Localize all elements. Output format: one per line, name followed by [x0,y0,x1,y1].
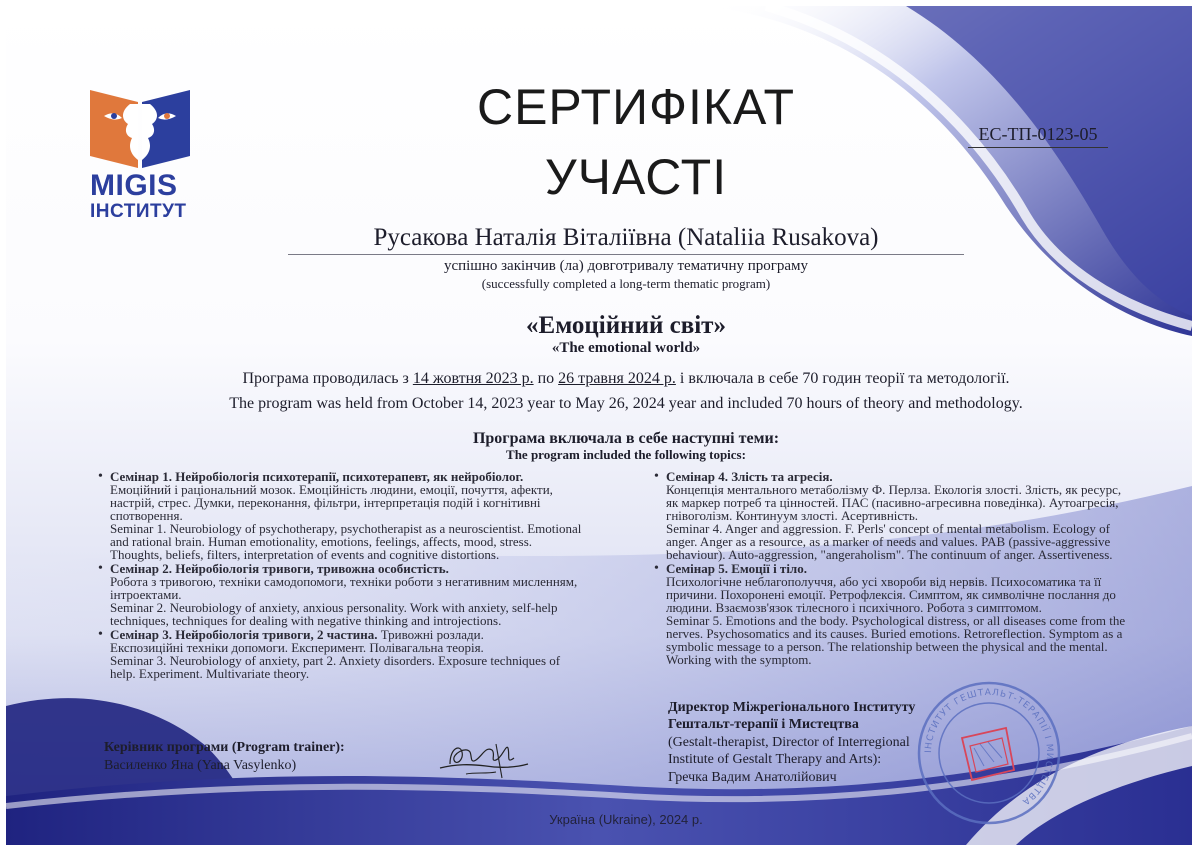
program-dates-en: The program was held from October 14, 2023 year to May 26, 2024 year and included 70 hours of theory and methodology. [229,395,1023,412]
director-title-en-1: (Gestalt-therapist, Director of Interregional [668,735,910,750]
completion-text-en: (successfully completed a long-term thematic program) [481,276,771,291]
seminar-item [654,470,1136,561]
footer-place-year: Україна (Ukraine), 2024 р. [549,812,703,827]
trainer-signature-icon [436,734,532,784]
trainer-name: Василенко Яна (Yana Vasylenko) [104,758,297,773]
topics-heading-ua: Програма включала в себе наступні теми: [472,430,780,447]
director-title-en-2: Institute of Gestalt Therapy and Arts): [668,752,882,767]
svg-text:ІНСТИТУТ ГЕШТАЛЬТ-ТЕРАПІЇ І МИ [924,688,1054,807]
seminar-body-en: Seminar 1. Neurobiology of psychotherapy, psychotherapist as a neuroscientist. Emotional and rational brain. Human emotionality, emotions, feelings, affects, mood, stress. Thoughts, beliefs, filters, interpretation of events and cognitive distortions. [110,521,582,562]
seminar-heading: Семінар 2. Нейробіологія тривоги, тривожна особистість. [110,561,449,576]
seminar-body-en: Seminar 2. Neurobiology of anxiety, anxious personality. Work with anxiety, self-help techniques, techniques for dealing with negative thinking and introjections. [110,600,558,628]
seminars-left-column [98,470,584,681]
seminar-heading: Семінар 5. Емоції і тіло. [666,561,807,576]
dates-prefix: Програма проводилась з [242,370,413,387]
certificate-title [386,72,886,212]
completion-text-ua: успішно закінчив (ла) довготривалу тематичну програму [443,258,809,274]
director-title-ua-2: Гештальт-терапії і Мистецтва [668,717,859,732]
seminar-body-ua: Експозиційні техніки допомоги. Експеримент. Полівагальна теорія. [110,640,484,655]
stamp-text: ІНСТИТУТ ГЕШТАЛЬТ-ТЕРАПІЇ І МИСТЕЦТВА [923,687,1055,807]
dates-suffix: і включала в себе 70 годин теорії та методології. [675,370,1010,387]
dates-start: 14 жовтня 2023 р. [412,370,534,387]
seminars-right-column [654,470,1136,667]
director-title-ua-1: Директор Міжрегіонального Інституту [668,700,916,715]
seminar-body-ua: Концепція ментального метаболізму Ф. Перлза. Екологія злості. Злість, як ресурс, як маркер потреб та цінностей. ПАС (пасивно-агресивна поведінка). Аутоагресія, гнівоголізм. Континуум злості. Асертивність. [666,482,1122,523]
dates-middle: по [533,370,559,387]
seminar-body-en: Seminar 3. Neurobiology of anxiety, part 2. Anxiety disorders. Exposure techniques of help. Experiment. Multivariate theory. [110,653,561,681]
seminar-item [98,470,584,561]
dates-end: 26 травня 2024 р. [558,370,676,387]
seminar-body-en: Seminar 5. Emotions and the body. Psychological distress, or all diseases come from the nerves. Psychosomatics and its causes. Buried emotions. Retroreflection. Symptom as a symbolic message to a person. The relationship between the physical and the mental. Working with the symptom. [666,613,1126,667]
face-book-logo-icon [90,90,190,168]
title-line-2: УЧАСТІ [544,149,728,205]
seminar-body-ua: Психологічне неблагополуччя, або усі хвороби від нервів. Психосоматика та її причини. Похоронені емоції. Ретрофлексія. Симптом, як символічне послання до людини. Взаємозв'язок тілесного і психічного. Робота з симптомом. [666,574,1116,615]
certificate-number: ЕС-ТП-0123-05 [968,124,1108,148]
program-dates-ua [126,370,1126,388]
seminar-heading: Семінар 3. Нейробіологія тривоги, 2 частина. [110,627,378,642]
program-title-en: «The emotional world» [551,340,701,356]
seminar-inline: Тривожні розлади. [377,627,484,642]
certificate [6,6,1192,845]
seminar-item [98,628,584,680]
seminar-heading: Семінар 4. Злість та агресія. [666,469,833,484]
institute-stamp-icon [914,678,1064,828]
seminar-body-ua: Робота з тривогою, техніки самодопомоги, техніки роботи з негативним мисленням, інтроектами. [110,574,578,602]
seminar-body-ua: Емоційний і раціональний мозок. Емоційність людини, емоції, почуття, афекти, настрій, стрес. Думки, переконання, фільтри, інтерпретація подій і когнітивні спотворення. [110,482,553,523]
seminar-heading: Семінар 1. Нейробіологія психотерапії, психотерапевт, як нейробіолог. [110,469,524,484]
seminar-item [654,562,1136,666]
trainer-label: Керівник програми (Program trainer): [104,740,345,755]
institute-logo [90,90,194,222]
director-name: Гречка Вадим Анатолійович [668,770,837,785]
recipient-name: Русакова Наталія Віталіївна (Nataliia Rusakova) [288,224,964,255]
logo-subtitle-text: ІНСТИТУТ [90,201,187,222]
seminar-item [98,562,584,627]
logo-brand-text: MIGIS [90,169,178,202]
topics-heading-en: The program included the following topics: [506,447,746,462]
seminar-body-en: Seminar 4. Anger and aggression. F. Perls' concept of mental metabolism. Ecology of anger. Anger as a resource, as a marker of needs and values. PAB (passive-aggressive behaviour). Auto-aggression, "angeraholism". The continuum of anger. Assertiveness. [666,521,1113,562]
program-title-ua: «Емоційний світ» [526,312,726,339]
title-line-1: СЕРТИФІКАТ [476,79,796,135]
